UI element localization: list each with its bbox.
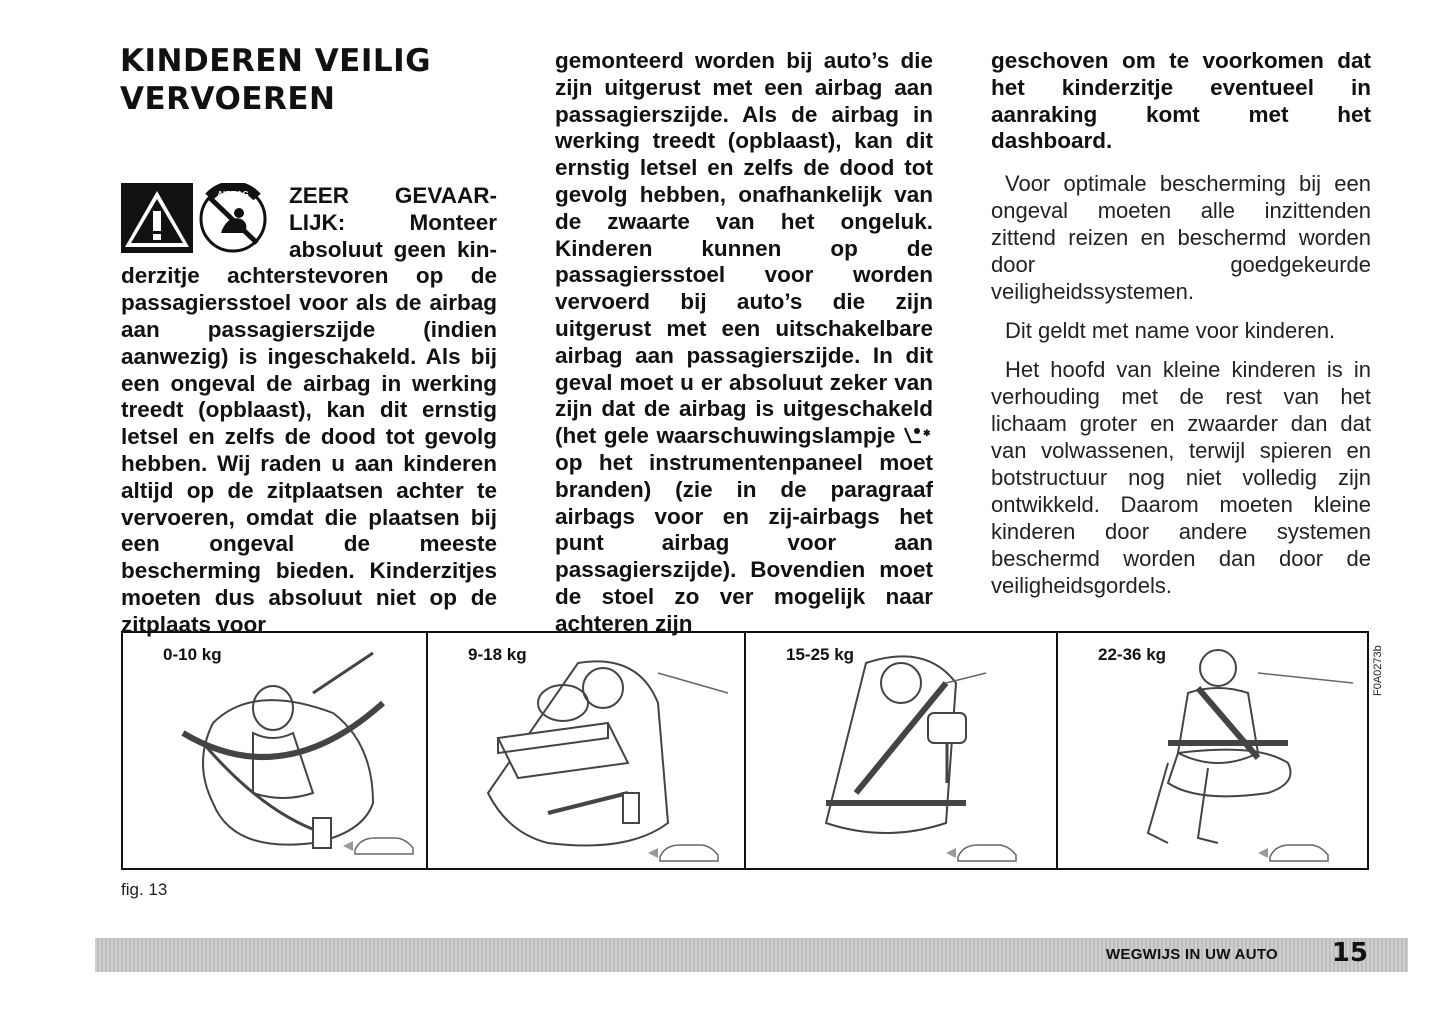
title-line-2: VERVOEREN	[120, 81, 336, 117]
panel-label: 15-25 kg	[786, 645, 855, 664]
car-direction-icon	[648, 845, 718, 861]
column-3	[991, 170, 1371, 611]
panel-label: 0-10 kg	[163, 645, 222, 664]
title-line-1: KINDEREN VEILIG	[120, 43, 432, 79]
car-direction-icon	[343, 838, 413, 854]
column-1-text: derzitje achterstevoren op de passagiersstoel voor als de airbag aan passagierszijde (indien aanwezig) is ingeschakeld. Als bij een ongeval de airbag in werking treedt (opblaast), kan dit ernstig letsel en zelfs de dood tot gevolg hebben. Wij raden u aan kinderen altijd op de zitplaatsen achter te vervoeren, omdat die plaatsen bij een ongeval de meeste bescherming bieden. Kinderzitjes moeten dus absoluut niet op de zitplaats voor	[121, 263, 497, 637]
panel-15-25kg	[746, 633, 1058, 868]
page-title	[120, 42, 520, 118]
warning-triangle-icon	[121, 183, 193, 253]
warning-icons	[121, 183, 283, 255]
column-1	[121, 183, 497, 639]
car-direction-icon	[946, 845, 1016, 861]
column-3-paragraph-2: Dit geldt met name voor kinderen.	[1005, 318, 1336, 343]
svg-text:✱: ✱	[923, 428, 931, 439]
column-2-text-a: gemonteerd worden bij auto’s die zijn uitgerust met een airbag aan passagierszijde. Als de airbag in werking treedt (opblaast), kan dit ernstig letsel en zelfs de dood tot gevolg hebben, onafhankelijk van de zwaarte van het ongeluk. Kinderen kunnen op de passagiersstoel voor worden vervoerd bij auto’s die zijn uitgerust met een uitschakelbare airbag aan passagierszijde. In dit geval moet u er absoluut zeker van zijn dat de airbag is uitgeschakeld (het gele waarschuwingslampje	[555, 48, 933, 449]
page-number: 15	[1331, 938, 1368, 968]
column-3-heading: geschoven om te voorkomen dat het kinderzitje eventueel in aanraking komt met het dashboard.	[991, 48, 1371, 154]
car-direction-icon	[1258, 845, 1328, 861]
seat-cushion-illustration	[1058, 633, 1367, 868]
column-3-paragraph-3: Het hoofd van kleine kinderen is in verhouding met de rest van het lichaam groter en zwaarder dan dat van volwassenen, terwijl spieren en botstructuur nog niet volledig zijn ontwikkeld. Daarom moeten kleine kinderen door andere systemen beschermd worden dan door de veiligheidsgordels.	[991, 357, 1371, 598]
column-2	[555, 48, 933, 638]
panel-22-36kg	[1058, 633, 1367, 868]
airbag-icon-text: AIRBAG	[217, 190, 249, 199]
column-2-text-b: op het instrumentenpaneel moet branden) (zie in de paragraaf airbags voor en zij-airbags het punt airbag voor aan passagierszijde). Bovendien moet de stoel zo ver mogelijk naar achteren zijn	[555, 449, 933, 636]
child-seat-figure	[121, 631, 1369, 870]
figure-caption: fig. 13	[121, 880, 168, 899]
airbag-off-lamp-icon	[903, 424, 933, 446]
airbag-no-child-seat-icon	[201, 186, 265, 251]
infant-carrier-illustration	[123, 633, 428, 868]
booster-seat-illustration	[746, 633, 1058, 868]
panel-0-10kg	[123, 633, 428, 868]
panel-9-18kg	[428, 633, 746, 868]
column-3-paragraph-1: Voor optimale bescherming bij een ongeval moeten alle inzittenden zittend reizen en beschermd worden door goedgekeurde veiligheidssystemen.	[991, 171, 1371, 304]
footer-section-title: WEGWIJS IN UW AUTO	[1105, 946, 1278, 963]
page-footer	[95, 938, 1408, 972]
panel-label: 9-18 kg	[468, 645, 527, 664]
warning-lead: ZEER GEVAAR-LIJK: Monteer absoluut geen kin-	[289, 183, 497, 262]
panel-label: 22-36 kg	[1098, 645, 1167, 664]
figure-code: F0A0273b	[1372, 645, 1384, 696]
toddler-seat-illustration	[428, 633, 746, 868]
